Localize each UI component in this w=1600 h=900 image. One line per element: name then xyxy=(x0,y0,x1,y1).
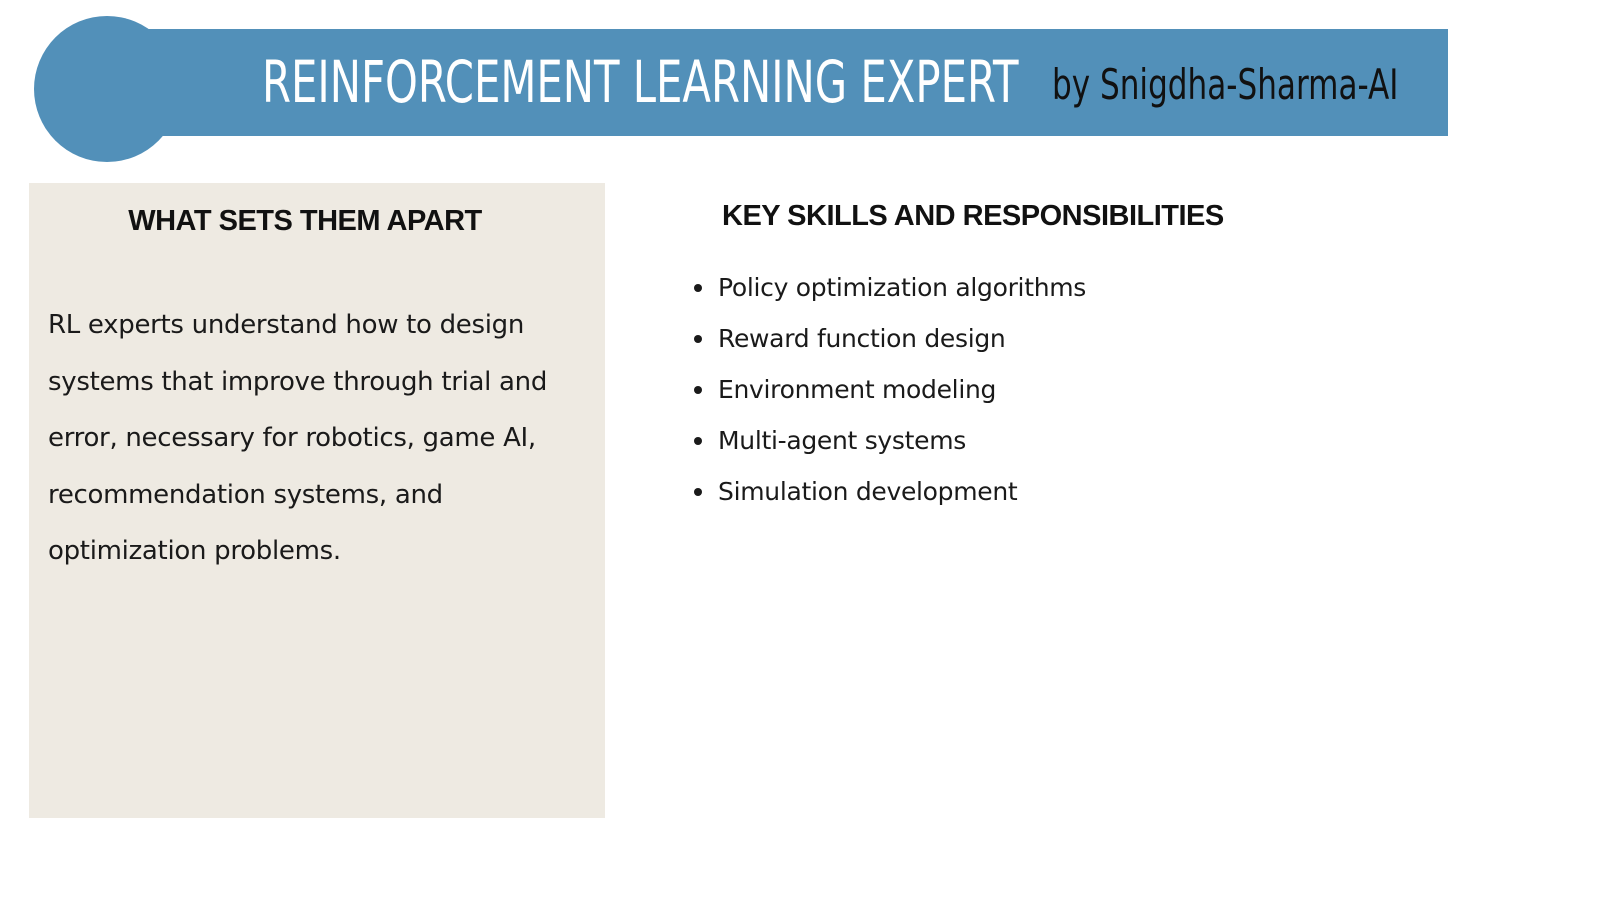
left-panel-heading: WHAT SETS THEM APART xyxy=(128,205,482,237)
key-skills-heading: KEY SKILLS AND RESPONSIBILITIES xyxy=(722,200,1224,232)
what-sets-them-apart-panel xyxy=(29,183,605,818)
list-item xyxy=(694,364,1086,415)
left-panel-body: RL experts understand how to design systems that improve through trial and error, necessary for robotics, game AI, recommendation systems, and optimization problems. xyxy=(48,310,548,566)
bullet-icon xyxy=(694,335,702,343)
list-item xyxy=(694,313,1086,364)
list-item xyxy=(694,262,1086,313)
bullet-icon xyxy=(694,437,702,445)
list-item xyxy=(694,466,1086,517)
bullet-icon xyxy=(694,386,702,394)
author-byline: by Snigdha-Sharma-AI xyxy=(1052,60,1399,109)
list-item-label: Environment modeling xyxy=(718,375,997,404)
bullet-icon xyxy=(694,488,702,496)
bullet-icon xyxy=(694,284,702,292)
list-item-label: Reward function design xyxy=(718,324,1006,353)
list-item-label: Policy optimization algorithms xyxy=(718,273,1087,302)
page-title: REINFORCEMENT LEARNING EXPERT xyxy=(262,48,1019,116)
list-item xyxy=(694,415,1086,466)
list-item-label: Simulation development xyxy=(718,477,1018,506)
key-skills-list xyxy=(694,262,1086,517)
list-item-label: Multi-agent systems xyxy=(718,426,966,455)
